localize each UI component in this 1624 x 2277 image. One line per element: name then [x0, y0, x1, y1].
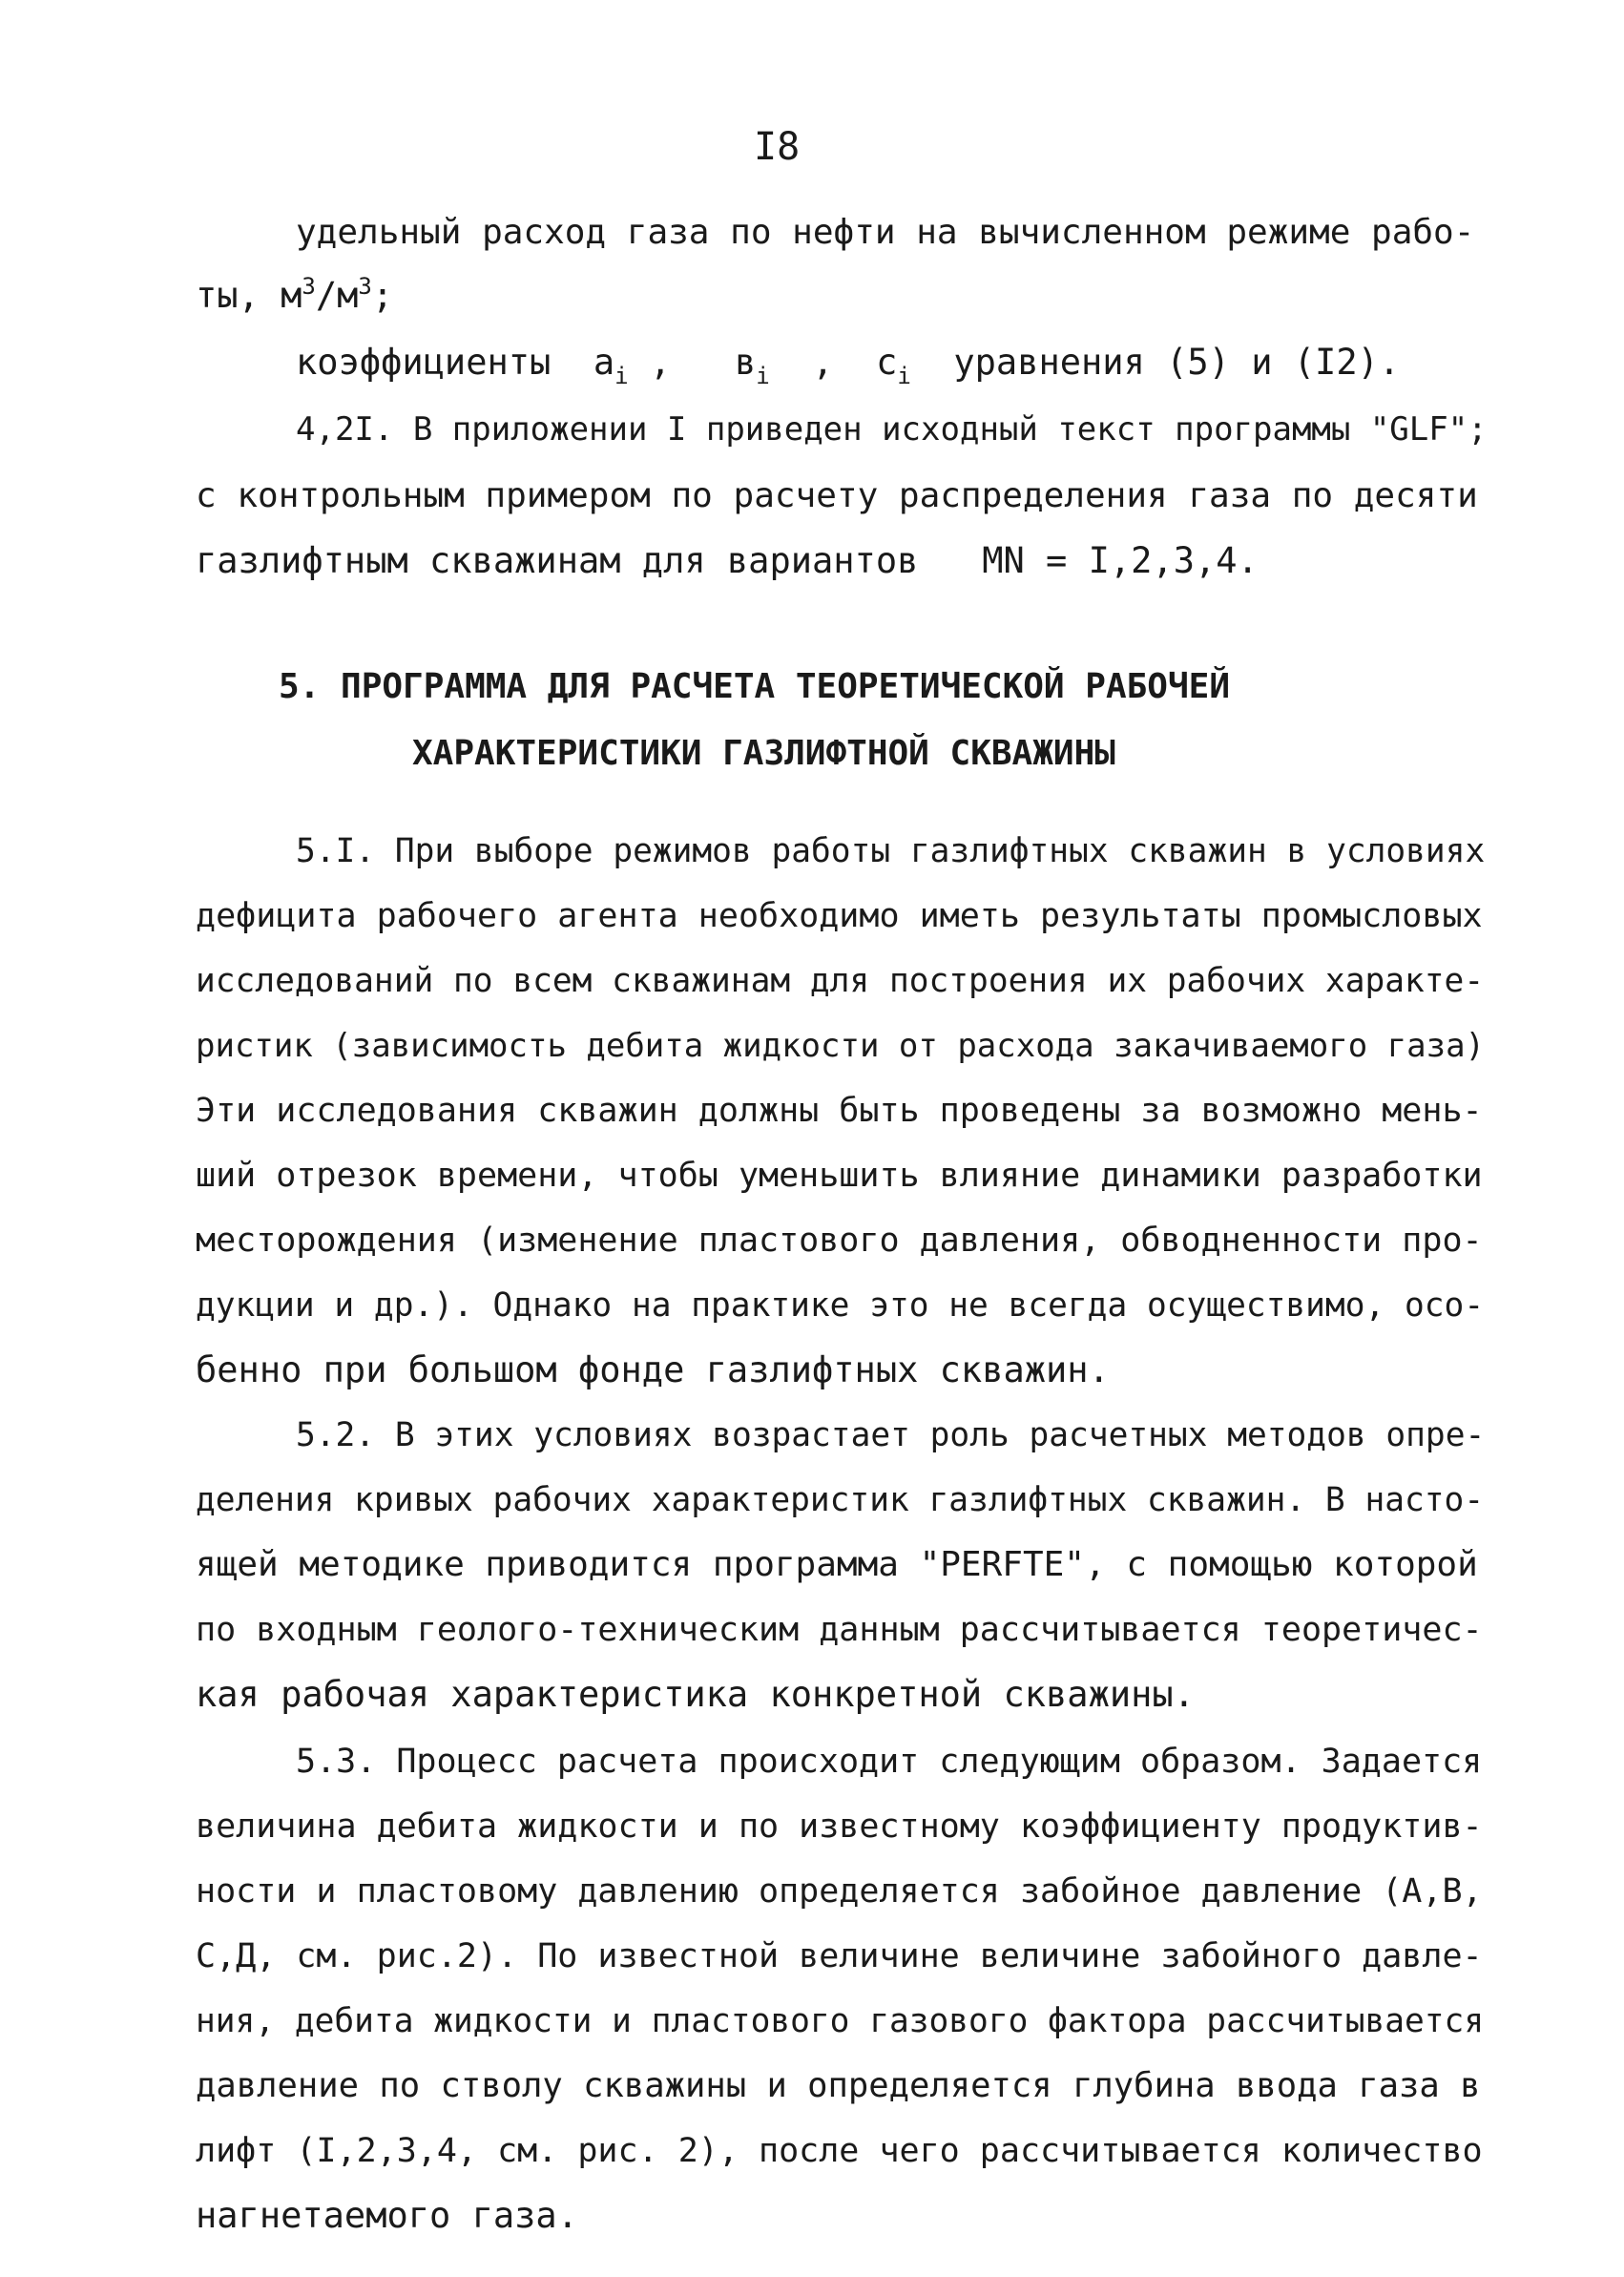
text-line: лифт (I,2,3,4, см. рис. 2), после чего рассчитывается количество — [196, 2132, 1483, 2170]
text-line: дукции и др.). Однако на практике это не всегда осуществимо, осо- — [196, 1286, 1485, 1325]
text-line: месторождения (изменение пластового давления, обводненности про- — [196, 1222, 1483, 1260]
text-line: по входным геолого-техническим данным рассчитывается теоретичес- — [196, 1611, 1483, 1649]
section-heading: 5. ПРОГРАММА ДЛЯ РАСЧЕТА ТЕОРЕТИЧЕСКОЙ РАБОЧЕЙ — [279, 667, 1230, 706]
text-line: величина дебита жидкости и по известному коэффициенту продуктив- — [196, 1807, 1483, 1846]
text-line: 5.2. В этих условиях возрастает роль расчетных методов опре- — [296, 1416, 1486, 1454]
text-line: ристик (зависимость дебита жидкости от расхода закачиваемого газа) — [196, 1027, 1486, 1065]
text-line: кая рабочая характеристика конкретной скважины. — [196, 1674, 1195, 1715]
text-line: давление по стволу скважины и определяется глубина ввода газа в — [196, 2066, 1481, 2105]
page-number: I8 — [754, 125, 801, 169]
text-line: нагнетаемого газа. — [196, 2195, 578, 2236]
text-line: ящей методике приводится программа "PERFTE", с помощью которой — [196, 1545, 1478, 1584]
text-line: 4,2I. В приложении I приведен исходный текст программы "GLF"; — [296, 410, 1488, 449]
text-line-coefficients: коэффициенты $a_i$ , $в_i$ , $c_i$ уравнения (5) и (I2). — [296, 342, 1401, 389]
text-line: дефицита рабочего агента необходимо иметь результаты промысловых — [196, 897, 1483, 935]
text-line: ший отрезок времени, чтобы уменьшить влияние динамики разработки — [196, 1157, 1483, 1195]
text-line: С,Д, см. рис.2). По известной величине величине забойного давле- — [196, 1937, 1483, 1975]
text-line: Эти исследования скважин должны быть проведены за возможно мень- — [196, 1092, 1483, 1130]
section-heading: ХАРАКТЕРИСТИКИ ГАЗЛИФТНОЙ СКВАЖИНЫ — [412, 734, 1115, 773]
text-line: бенно при большом фонде газлифтных скважин. — [196, 1349, 1110, 1390]
text-line: 5.I. При выборе режимов работы газлифтных скважин в условиях — [296, 832, 1486, 870]
text-line: удельный расход газа по нефти на вычисленном режиме рабо- — [296, 213, 1475, 252]
text-line: ния, дебита жидкости и пластового газового фактора рассчитывается — [196, 2002, 1485, 2040]
text-line: газлифтным скважинам для вариантов MN = I,2,3,4. — [196, 540, 1259, 581]
text-line-units: ты, $м^3/м^3$; — [196, 273, 394, 316]
text-line: с контрольным примером по расчету распределения газа по десяти — [196, 476, 1478, 515]
text-line: ности и пластовому давлению определяется забойное давление (А,В, — [196, 1872, 1483, 1911]
text-line: деления кривых рабочих характеристик газлифтных скважин. В насто- — [196, 1481, 1485, 1519]
text-line: исследований по всем скважинам для построения их рабочих характе- — [196, 962, 1485, 1000]
text-line: 5.3. Процесс расчета происходит следующим образом. Задается — [296, 1743, 1483, 1781]
